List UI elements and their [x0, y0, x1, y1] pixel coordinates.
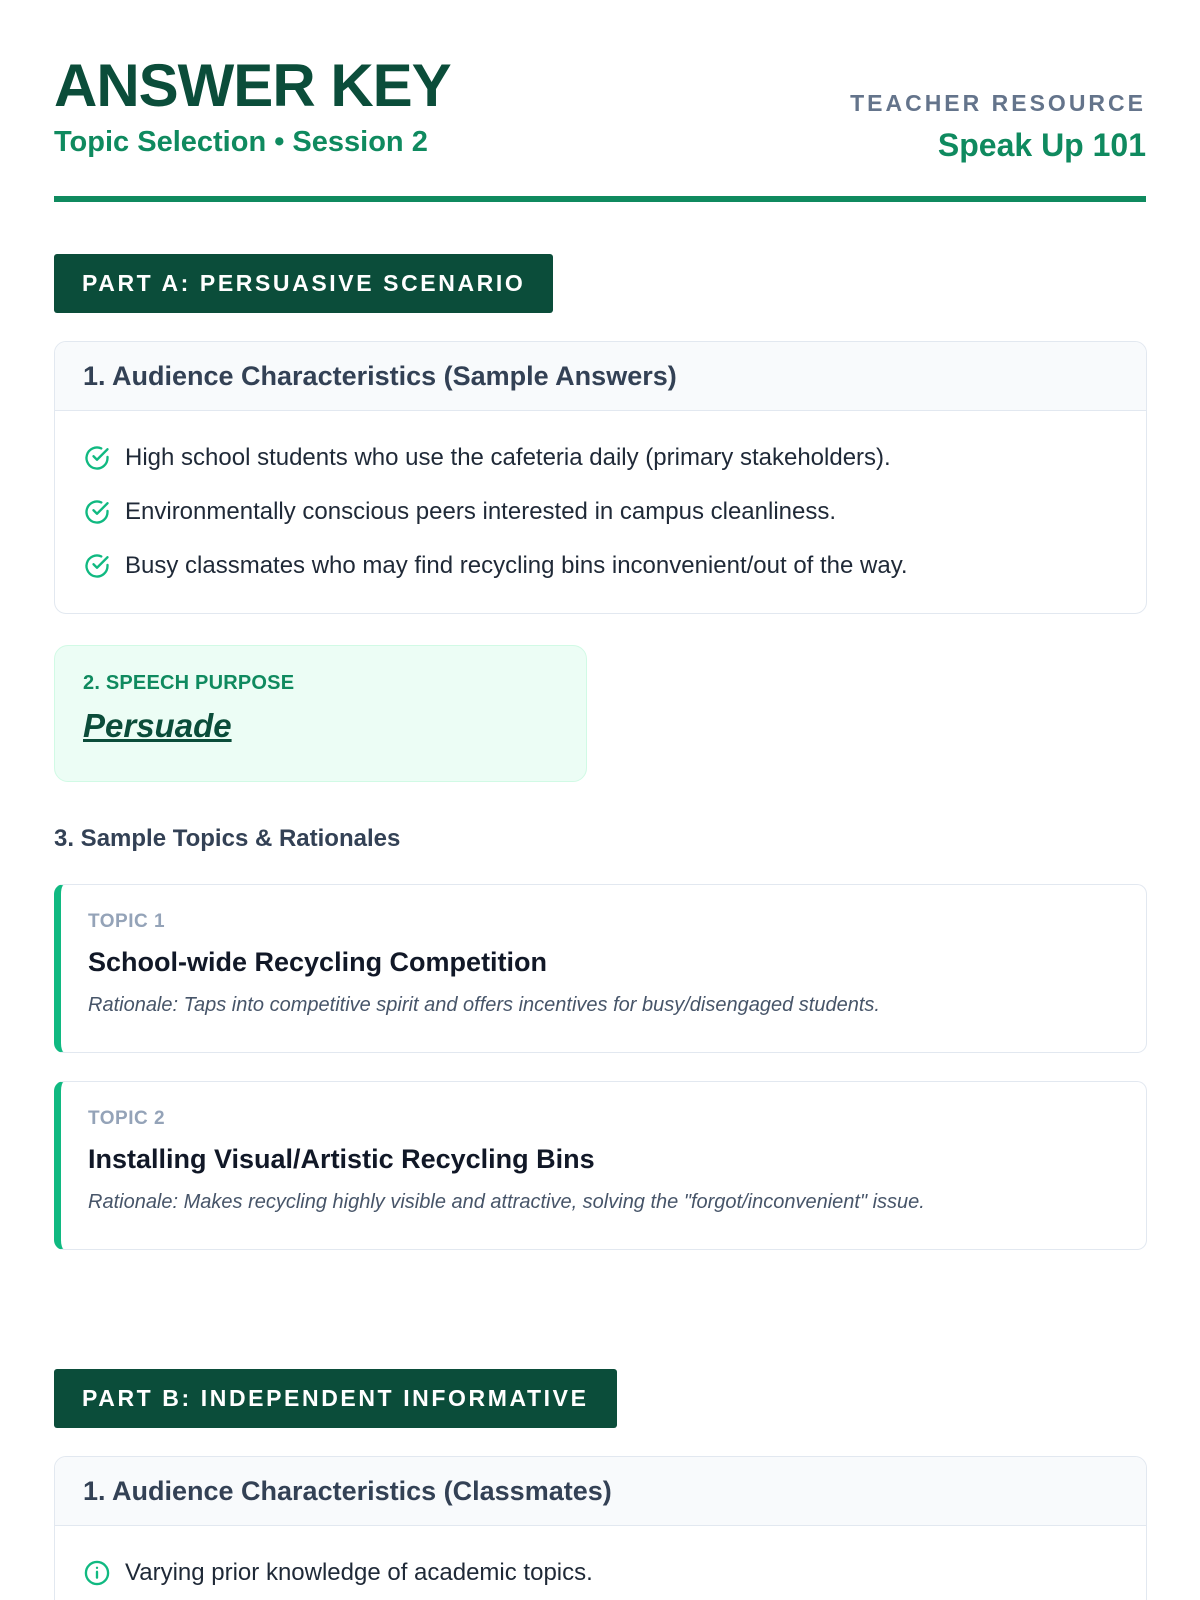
- topics-heading: 3. Sample Topics & Rationales: [54, 825, 401, 852]
- topic-title: School-wide Recycling Competition: [88, 947, 548, 977]
- page-subtitle: Topic Selection • Session 2: [54, 126, 428, 158]
- topic-card: [54, 884, 1147, 1053]
- list-item-text: Environmentally conscious peers interested in campus cleanliness.: [125, 498, 837, 525]
- page-header: [54, 50, 1146, 202]
- part-b-tab: PART B: INDEPENDENT INFORMATIVE: [54, 1369, 617, 1428]
- header-meta: [850, 90, 1146, 164]
- topic-card: [54, 1081, 1147, 1250]
- check-circle-icon: [83, 444, 111, 472]
- list-item-text: High school students who use the cafeteria daily (primary stakeholders).: [125, 444, 891, 471]
- topic-title: Installing Visual/Artistic Recycling Bins: [88, 1144, 595, 1174]
- topic-number: TOPIC 1: [88, 911, 166, 932]
- part-b-audience-list: [55, 1526, 1146, 1600]
- part-a-audience-list: [55, 411, 1146, 613]
- part-a-audience-heading: 1. Audience Characteristics (Sample Answers): [55, 342, 1146, 411]
- speech-purpose-value: Persuade: [83, 707, 232, 744]
- list-item: [83, 431, 1118, 485]
- list-item: [83, 539, 1118, 593]
- check-circle-icon: [83, 498, 111, 526]
- list-item: [83, 1546, 1118, 1600]
- topic-rationale: Rationale: Taps into competitive spirit and offers incentives for busy/disengaged students.: [88, 994, 880, 1016]
- part-b-audience-heading: 1. Audience Characteristics (Classmates): [55, 1457, 1146, 1526]
- topic-rationale: Rationale: Makes recycling highly visible and attractive, solving the "forgot/inconvenient" issue.: [88, 1191, 925, 1213]
- resource-label: TEACHER RESOURCE: [850, 90, 1146, 116]
- list-item: [83, 485, 1118, 539]
- part-a-tab: PART A: PERSUASIVE SCENARIO: [54, 254, 553, 313]
- list-item-text: Varying prior knowledge of academic topics.: [125, 1559, 593, 1586]
- page-title: ANSWER KEY: [54, 52, 451, 119]
- list-item-text: Busy classmates who may find recycling bins inconvenient/out of the way.: [125, 552, 908, 579]
- part-b-audience-card: [54, 1456, 1147, 1600]
- check-circle-icon: [83, 552, 111, 580]
- info-circle-icon: [83, 1559, 111, 1587]
- course-name: Speak Up 101: [937, 127, 1146, 163]
- part-a-audience-card: [54, 341, 1147, 614]
- speech-purpose-label: 2. SPEECH PURPOSE: [83, 672, 295, 694]
- topic-number: TOPIC 2: [88, 1108, 166, 1129]
- speech-purpose-box: [54, 645, 587, 782]
